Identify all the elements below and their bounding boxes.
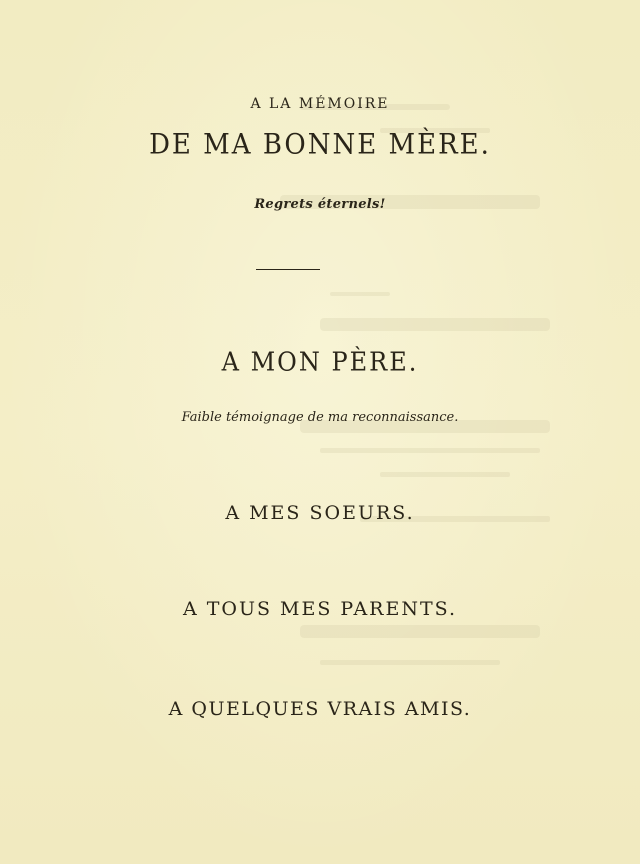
dedication-memory-small-heading: A LA MÉMOIRE (250, 96, 390, 112)
dedication-father-subtitle: Faible témoignage de ma reconnaissance. (181, 410, 459, 425)
dedication-parents-heading: A TOUS MES PARENTS. (182, 598, 458, 620)
dedication-sisters-heading: A MES SOEURS. (225, 502, 415, 524)
dedication-mother-subtitle: Regrets éternels! (254, 197, 386, 212)
dedication-friends-heading: A QUELQUES VRAIS AMIS. (168, 698, 472, 720)
dedication-mother-heading: DE MA BONNE MÈRE. (149, 128, 491, 162)
dedication-father-heading: A MON PÈRE. (221, 346, 419, 378)
divider-rule (256, 269, 320, 270)
